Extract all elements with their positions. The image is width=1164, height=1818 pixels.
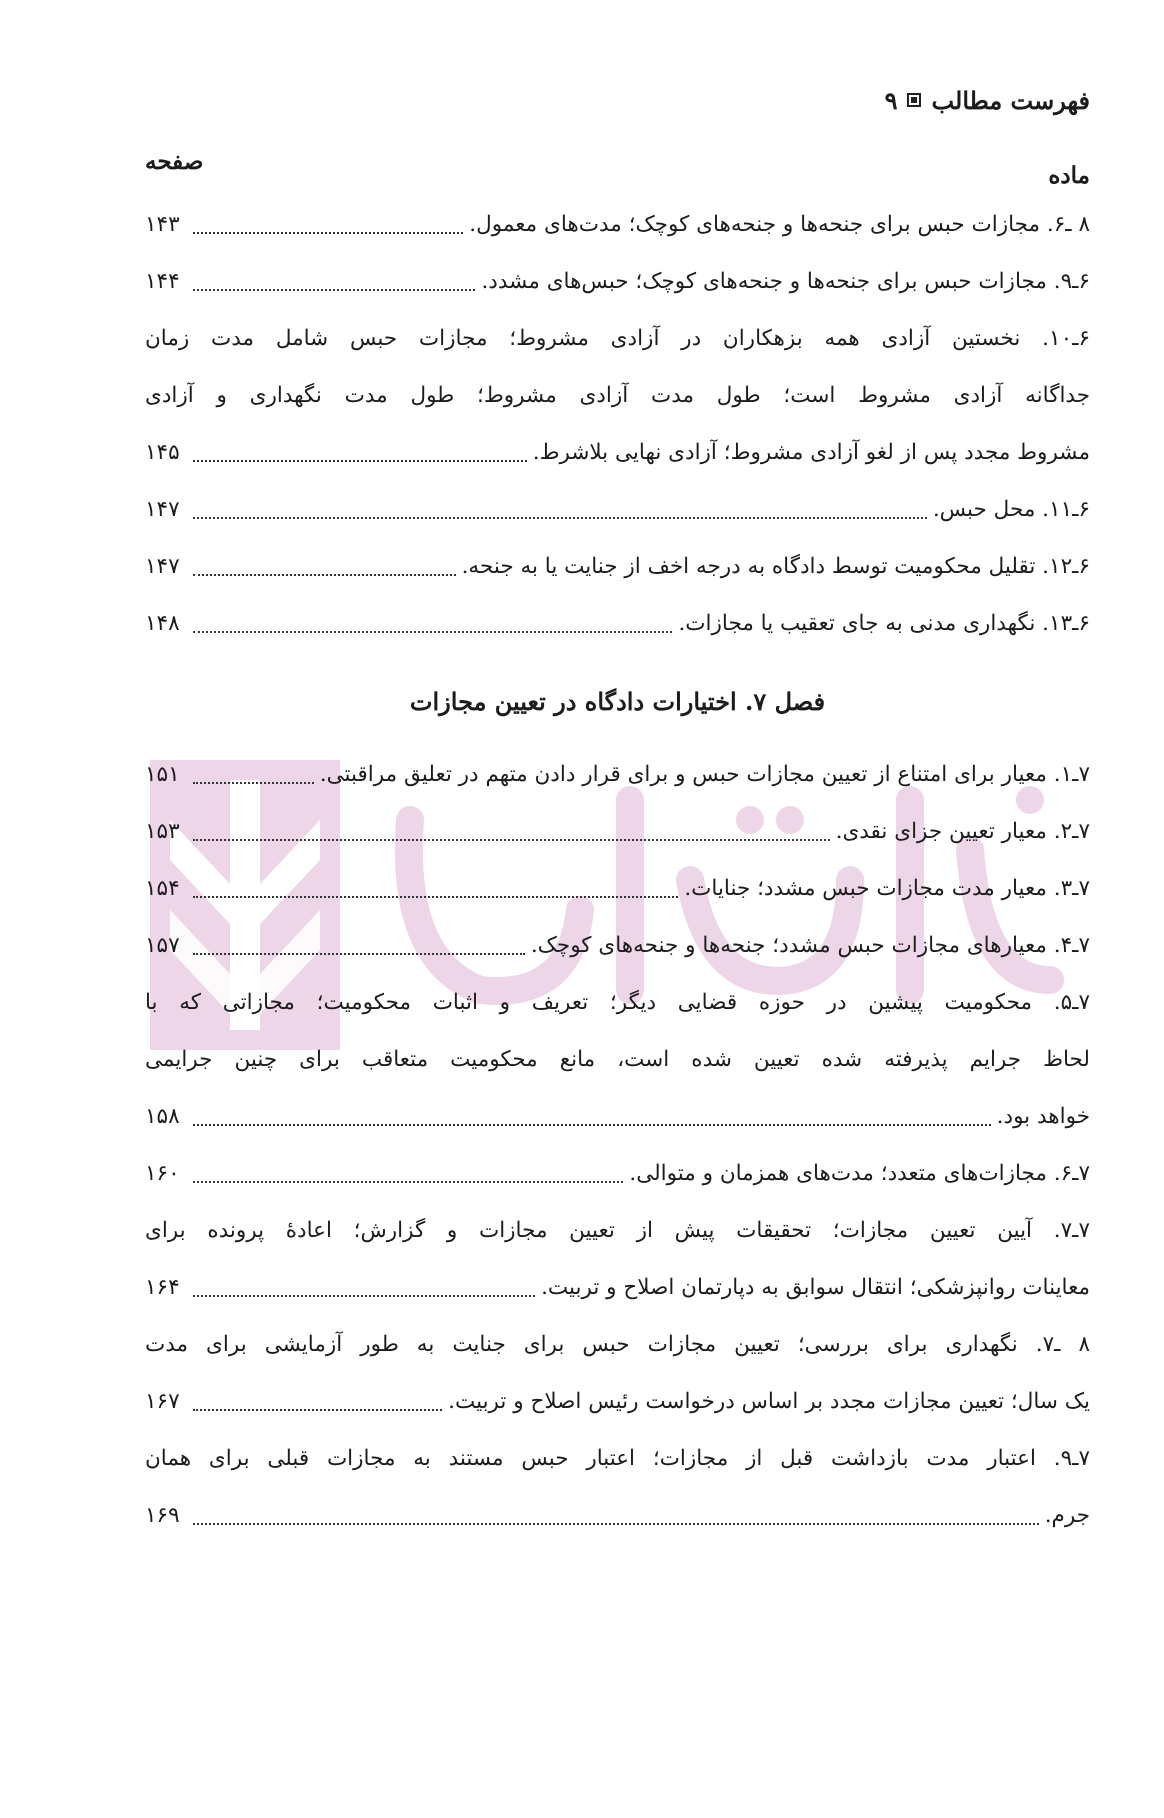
toc-entry-line: ۷ـ۹. اعتبار مدت بازداشت قبل از مجازات؛ اعتبار حبس مستند به مجازات قبلی برای همان bbox=[145, 1446, 1090, 1471]
toc-entry[interactable] bbox=[145, 860, 1090, 917]
toc-entry-page-number: ۱۴۸ bbox=[145, 611, 180, 636]
toc-entry-text: ۸ ـ۶. مجازات حبس برای جنحه‌ها و جنحه‌های کوچک؛ مدت‌های معمول. bbox=[469, 212, 1090, 237]
column-heading-page: صفحه bbox=[145, 148, 204, 175]
toc-entry-page-number: ۱۵۳ bbox=[145, 819, 180, 844]
toc-entry[interactable] bbox=[145, 538, 1090, 595]
toc-entry-page-number: ۱۴۵ bbox=[145, 440, 180, 465]
toc-entry[interactable] bbox=[145, 253, 1090, 310]
toc-entry[interactable] bbox=[145, 746, 1090, 803]
toc-entry-page-number: ۱۶۹ bbox=[145, 1503, 180, 1528]
dot-leader bbox=[193, 517, 927, 519]
toc-entry-text: یک سال؛ تعیین مجازات مجدد بر اساس درخواست رئیس اصلاح و تربیت. bbox=[448, 1389, 1090, 1414]
toc-entry-text: ۷ـ۳. معیار مدت مجازات حبس مشدد؛ جنایات. bbox=[684, 876, 1090, 901]
toc-entry[interactable] bbox=[145, 803, 1090, 860]
running-header bbox=[145, 70, 1090, 130]
toc-entry-text: ۷ـ۴. معیارهای مجازات حبس مشدد؛ جنحه‌ها و جنحه‌های کوچک. bbox=[530, 933, 1090, 958]
toc-entry-last-line bbox=[145, 1259, 1090, 1316]
toc-entry-line: لحاظ جرایم پذیرفته شده تعیین شده است، مانع محکومیت متعاقب برای چنین جرایمی bbox=[145, 1047, 1090, 1072]
dot-leader bbox=[193, 1409, 442, 1411]
toc-entry-last-line bbox=[145, 917, 1090, 974]
column-headings bbox=[145, 148, 1090, 196]
toc-entry-last-line bbox=[145, 424, 1090, 481]
toc-entry-page-number: ۱۵۴ bbox=[145, 876, 180, 901]
dot-leader bbox=[193, 460, 527, 462]
toc-entry-text: خواهد بود. bbox=[996, 1104, 1090, 1129]
toc-page bbox=[145, 70, 1090, 1544]
dot-leader bbox=[193, 289, 475, 291]
toc-entry-page-number: ۱۴۷ bbox=[145, 497, 180, 522]
toc-entry-text: ۷ـ۲. معیار تعیین جزای نقدی. bbox=[835, 819, 1090, 844]
toc-entry-last-line bbox=[145, 595, 1090, 652]
toc-entry-page-number: ۱۴۴ bbox=[145, 269, 180, 294]
toc-entry-text: ۷ـ۶. مجازات‌های متعدد؛ مدت‌های همزمان و متوالی. bbox=[629, 1161, 1090, 1186]
toc-entry-page-number: ۱۶۷ bbox=[145, 1389, 180, 1414]
toc-entry-line: ۶ـ۱۰. نخستین آزادی همه بزهکاران در آزادی مشروط؛ مجازات حبس شامل مدت زمان bbox=[145, 326, 1090, 351]
toc-entry[interactable] bbox=[145, 196, 1090, 253]
toc-entry-text: ۶ـ۹. مجازات حبس برای جنحه‌ها و جنحه‌های کوچک؛ حبس‌های مشدد. bbox=[481, 269, 1090, 294]
dot-leader bbox=[193, 896, 678, 898]
toc-entry-page-number: ۱۴۳ bbox=[145, 212, 180, 237]
toc-list-chapter-7 bbox=[145, 746, 1090, 1544]
toc-entry-last-line bbox=[145, 1145, 1090, 1202]
toc-entry-text: ۶ـ۱۲. تقلیل محکومیت توسط دادگاه به درجه اخف از جنایت یا به جنحه. bbox=[461, 554, 1090, 579]
toc-entry-last-line bbox=[145, 1373, 1090, 1430]
toc-entry-last-line bbox=[145, 746, 1090, 803]
toc-entry-text: معاینات روانپزشکی؛ انتقال سوابق به دپارتمان اصلاح و تربیت. bbox=[541, 1275, 1090, 1300]
dot-leader bbox=[193, 953, 525, 955]
toc-list-chapter-6 bbox=[145, 196, 1090, 652]
toc-entry-last-line bbox=[145, 481, 1090, 538]
toc-entry[interactable] bbox=[145, 1430, 1090, 1544]
toc-entry-line: ۷ـ۵. محکومیت پیشین در حوزه قضایی دیگر؛ تعریف و اثبات محکومیت؛ مجازاتی که با bbox=[145, 990, 1090, 1015]
toc-entry[interactable] bbox=[145, 595, 1090, 652]
toc-entry-line: ۷ـ۷. آیین تعیین مجازات؛ تحقیقات پیش از تعیین مجازات و گزارش؛ اعادهٔ پرونده برای bbox=[145, 1218, 1090, 1243]
toc-entry-page-number: ۱۴۷ bbox=[145, 554, 180, 579]
toc-entry-text: ۷ـ۱. معیار برای امتناع از تعیین مجازات حبس و برای قرار دادن متهم در تعلیق مراقبتی. bbox=[319, 762, 1090, 787]
dot-leader bbox=[193, 232, 463, 234]
toc-entry-page-number: ۱۵۱ bbox=[145, 762, 180, 787]
dot-leader bbox=[193, 1181, 623, 1183]
toc-entry-last-line bbox=[145, 803, 1090, 860]
dot-leader bbox=[193, 1295, 535, 1297]
toc-entry-last-line bbox=[145, 1088, 1090, 1145]
toc-entry[interactable] bbox=[145, 481, 1090, 538]
toc-entry-page-number: ۱۶۴ bbox=[145, 1275, 180, 1300]
header-title: فهرست مطالب bbox=[931, 85, 1090, 115]
toc-entry-last-line bbox=[145, 196, 1090, 253]
toc-entry-last-line bbox=[145, 1487, 1090, 1544]
chapter-title: فصل ۷. اختیارات دادگاه در تعیین مجازات bbox=[409, 687, 826, 716]
toc-entry[interactable] bbox=[145, 917, 1090, 974]
dot-leader bbox=[193, 1124, 991, 1126]
toc-entry-last-line bbox=[145, 860, 1090, 917]
dot-leader bbox=[193, 574, 456, 576]
dot-leader bbox=[193, 782, 314, 784]
toc-entry[interactable] bbox=[145, 1202, 1090, 1316]
toc-entry-last-line bbox=[145, 538, 1090, 595]
dot-leader bbox=[193, 631, 672, 633]
toc-entry-text: جرم. bbox=[1044, 1503, 1090, 1528]
toc-entry-line: جداگانه آزادی مشروط است؛ طول مدت آزادی مشروط؛ طول مدت نگهداری و آزادی bbox=[145, 383, 1090, 408]
dot-leader bbox=[193, 1523, 1039, 1525]
toc-entry[interactable] bbox=[145, 1145, 1090, 1202]
header-page-number: ۹ bbox=[884, 85, 898, 115]
toc-entry-page-number: ۱۵۸ bbox=[145, 1104, 180, 1129]
toc-entry-text: ۶ـ۱۱. محل حبس. bbox=[932, 497, 1090, 522]
toc-entry-last-line bbox=[145, 253, 1090, 310]
square-bullet-icon bbox=[907, 93, 921, 107]
toc-entry-text: ۶ـ۱۳. نگهداری مدنی به جای تعقیب یا مجازات. bbox=[678, 611, 1090, 636]
toc-entry[interactable] bbox=[145, 974, 1090, 1145]
column-heading-article: ماده bbox=[1048, 162, 1090, 189]
toc-entry[interactable] bbox=[145, 1316, 1090, 1430]
toc-entry-line: ۸ ـ۷. نگهداری برای بررسی؛ تعیین مجازات حبس برای جنایت به طور آزمایشی برای مدت bbox=[145, 1332, 1091, 1357]
toc-entry-page-number: ۱۵۷ bbox=[145, 933, 180, 958]
toc-entry[interactable] bbox=[145, 310, 1090, 481]
toc-entry-text: مشروط مجدد پس از لغو آزادی مشروط؛ آزادی نهایی بلاشرط. bbox=[532, 440, 1090, 465]
dot-leader bbox=[193, 839, 830, 841]
toc-entry-page-number: ۱۶۰ bbox=[145, 1161, 180, 1186]
